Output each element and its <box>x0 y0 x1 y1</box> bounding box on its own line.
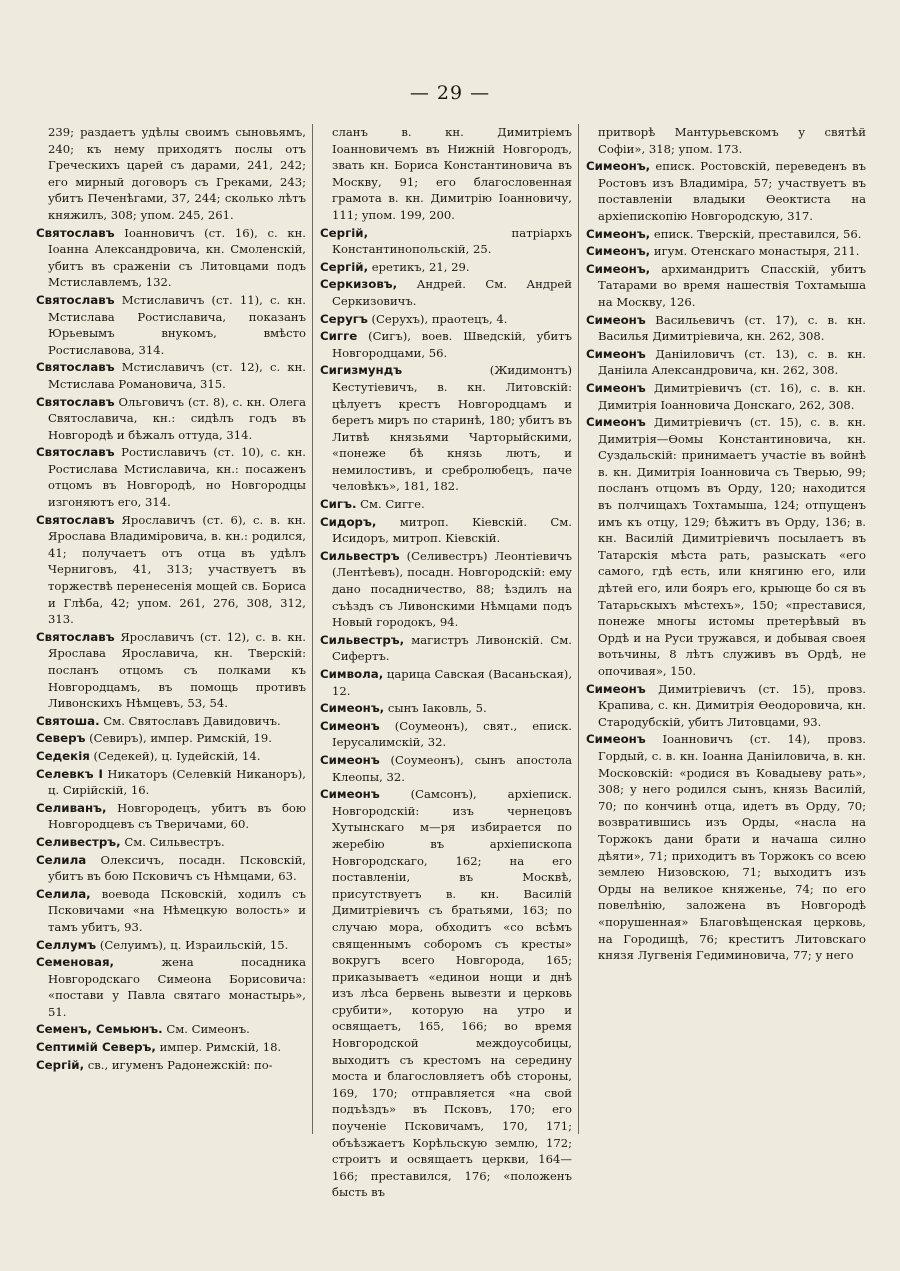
entry-headword: Симеонъ <box>586 346 646 361</box>
entry-headword: Сидоръ, <box>320 514 377 529</box>
index-entry <box>586 380 866 413</box>
index-entry <box>320 124 572 224</box>
entry-headword: Симеонъ <box>320 718 380 733</box>
index-entry <box>320 548 572 631</box>
entry-text: Олексичъ, посадн. Псковскій, убитъ въ бою Псковичъ съ Нѣмцами, 63. <box>48 852 306 884</box>
page-number: — 29 — <box>409 82 491 104</box>
index-entry <box>36 1021 306 1038</box>
index-entry <box>36 225 306 291</box>
entry-headword: Символа, <box>320 667 384 681</box>
index-entry <box>586 158 866 224</box>
entry-headword: Селила <box>36 852 87 867</box>
index-entry <box>36 852 306 885</box>
entry-text: сланъ в. кн. Димитріемъ Іоанновичемъ въ Нижній Новгородъ, звать кн. Бориса Константиновича въ Москву, 91; его благословенная грамота в. кн. Димитрію Іоанновичу, 111; упом. 199, 200. <box>332 125 572 222</box>
index-entry <box>36 766 306 799</box>
index-entry <box>320 259 572 276</box>
entry-headword: Святославъ <box>36 394 115 409</box>
entry-headword: Сергій, <box>320 225 369 240</box>
entry-headword: Симеонъ <box>586 312 646 327</box>
entry-headword: Симеонъ <box>586 732 646 747</box>
entry-text: См. Святославъ Давидовичъ. <box>99 713 281 728</box>
entry-text: игум. Отенскаго монастыря, 211. <box>650 244 860 259</box>
entry-headword: Святославъ <box>36 629 115 644</box>
entry-headword: Сигге <box>320 329 358 344</box>
index-entry <box>586 414 866 680</box>
entry-text: воевода Псковскій, ходилъ съ Псковичами «на Нѣмецкую волость» и тамъ убитъ, 93. <box>48 886 306 934</box>
index-entry <box>320 225 572 258</box>
entry-text: жена посадника Новгородскаго Симеона Борисовича: «постави у Павла святаго монастырь», 51. <box>48 955 306 1019</box>
entry-headword: Семенъ, Семьюнъ. <box>36 1022 163 1037</box>
entry-headword: Селиванъ, <box>36 800 107 815</box>
entry-text: Ярославичъ (ст. 12), с. в. кн. Ярослава Ярославича, кн. Тверскій: посланъ отцомъ съ полками къ Новгородцамъ, въ помощь противъ Ливонскихъ Нѣмцевъ, 53, 54. <box>48 629 306 711</box>
entry-text: Димитріевичъ (ст. 16), с. в. кн. Димитрія Іоанновича Донскаго, 262, 308. <box>598 380 866 412</box>
entry-headword: Симеонъ <box>320 752 380 767</box>
index-entry <box>320 496 572 513</box>
index-entry <box>320 632 572 665</box>
index-entry <box>586 312 866 345</box>
index-column-2 <box>320 124 572 1202</box>
index-entry <box>320 786 572 1201</box>
entry-headword: Сигизмундъ <box>320 363 403 378</box>
entry-text: Мстиславичъ (ст. 11), с. кн. Мстислава Ростиславича, показанъ Юрьевымъ внукомъ, вмѣсто Ростиславова, 314. <box>48 292 306 357</box>
entry-headword: Седекія <box>36 748 90 763</box>
entry-text: св., игуменъ Радонежскій: по- <box>84 1057 273 1072</box>
entry-headword: Сергій, <box>320 259 369 274</box>
entry-headword: Симеонъ <box>320 787 380 802</box>
entry-headword: Серкизовъ, <box>320 277 398 292</box>
entry-headword: Симеонъ <box>586 415 646 430</box>
entry-text: (Селуимъ), ц. Израильскій, 15. <box>96 937 289 952</box>
index-entry <box>586 346 866 379</box>
entry-text: Ярославичъ (ст. 6), с. в. кн. Ярослава Владиміровича, в. кн.: родился, 41; получаетъ отъ отца въ удѣлъ Черниговъ, 41, 313; участвуетъ въ торжествѣ перенесенія мощей св. Бориса и Глѣба, 42; упом. 261, 276, 308, 312, 313. <box>48 512 306 627</box>
entry-headword: Сигъ. <box>320 497 357 512</box>
index-entry <box>36 292 306 358</box>
entry-headword: Сергій, <box>36 1057 85 1072</box>
entry-headword: Святославъ <box>36 445 115 460</box>
entry-text: Димитріевичъ (ст. 15), провз. Крапива, с. кн. Димитрія Ѳеодоровича, кн. Стародубскій, убитъ Литовцами, 93. <box>598 681 866 729</box>
entry-text: (Седекей), ц. Іудейскій, 14. <box>89 748 261 763</box>
index-entry <box>36 629 306 712</box>
index-entry <box>320 752 572 785</box>
entry-headword: Симеонъ, <box>586 244 651 259</box>
index-entry <box>36 359 306 392</box>
entry-headword: Семеновая, <box>36 955 115 970</box>
entry-headword: Симеонъ, <box>586 261 651 276</box>
entry-text: Новгородецъ, убитъ въ бою Новгородцевъ съ Тверичами, 60. <box>48 800 306 832</box>
index-entry <box>36 730 306 747</box>
index-entry <box>586 261 866 311</box>
entry-headword: Святославъ <box>36 360 115 375</box>
entry-headword: Симеонъ <box>586 380 646 395</box>
entry-headword: Симеонъ, <box>586 226 651 241</box>
entry-headword: Святославъ <box>36 292 115 307</box>
entry-headword: Селлумъ <box>36 937 97 952</box>
entry-text: Андрей. См. Андрей Серкизовичъ. <box>332 277 572 308</box>
entry-headword: Симеонъ <box>586 681 646 696</box>
index-entry <box>320 362 572 495</box>
entry-text: импер. Римскій, 18. <box>155 1040 282 1055</box>
index-entry <box>586 681 866 731</box>
entry-text: (Соумеонъ), свят., еписк. Іерусалимскій, 32. <box>332 718 572 750</box>
entry-text: Іоанновичъ (ст. 14), провз. Гордый, с. в. кн. Іоанна Даніиловича, в. кн. Московскій: «родися въ Ковадыеву рать», 308; у него родился сынъ, князь Василій, 70; по кончинѣ отца, идетъ въ Орду, 70; возвратившись изъ Орды, «насла на Торжокъ дани брати и начаша силно дѣяти», 71; приходитъ въ Торжокъ со всею землею Низовскою, 71; выходитъ изъ Орды на великое княженье, 74; по его повелѣнію, заложена въ Новгородѣ «порушенная» Благовѣщенская церковь, на Городищѣ, 76; креститъ Литовскаго князя Лугвенія Гедиминовича, 77; у него <box>598 732 866 963</box>
index-entry <box>320 718 572 751</box>
index-entry <box>36 937 306 954</box>
entry-text: (Соумеонъ), сынъ апостола Клеопы, 32. <box>332 752 572 784</box>
entry-text: патріархъ Константинопольскій, 25. <box>332 225 572 257</box>
index-entry <box>36 512 306 628</box>
entry-headword: Святоша. <box>36 713 100 728</box>
entry-text: еписк. Тверскій, преставился, 56. <box>650 226 862 241</box>
index-entry <box>586 226 866 243</box>
entry-text: еретикъ, 21, 29. <box>368 259 470 274</box>
entry-text: митроп. Кіевскій. См. Исидоръ, митроп. Кіевскій. <box>332 514 572 546</box>
index-entry <box>36 800 306 833</box>
entry-headword: Симеонъ, <box>320 701 385 716</box>
entry-text: Никаторъ (Селевкій Никаноръ), ц. Сирійскій, 16. <box>48 766 306 798</box>
entry-text: Даніиловичъ (ст. 13), с. в. кн. Даніила Александровича, кн. 262, 308. <box>598 346 866 378</box>
index-entry <box>36 954 306 1020</box>
index-entry <box>586 731 866 963</box>
entry-text: (Серухъ), праотецъ, 4. <box>367 311 508 326</box>
index-entry <box>586 124 866 157</box>
index-entry <box>320 514 572 547</box>
entry-headword: Симеонъ, <box>586 159 651 174</box>
entry-text: Васильевичъ (ст. 17), с. в. кн. Василья Димитріевича, кн. 262, 308. <box>598 312 866 344</box>
index-column-1 <box>36 124 306 1074</box>
index-entry <box>36 834 306 851</box>
index-column-3 <box>586 124 866 965</box>
index-entry <box>36 713 306 730</box>
entry-text: магистръ Ливонскій. См. Сифертъ. <box>332 632 572 664</box>
index-entry <box>320 700 572 717</box>
entry-text: (Севиръ), импер. Римскій, 19. <box>85 731 272 746</box>
entry-headword: Септимій Северъ, <box>36 1040 156 1055</box>
entry-text: еписк. Ростовскій, переведенъ въ Ростовъ изъ Владиміра, 57; участвуетъ въ поставленіи владыки Ѳеоктиста на архіепископію Новгородскую, 317. <box>598 159 866 223</box>
entry-headword: Святославъ <box>36 225 115 240</box>
index-entry <box>36 124 306 224</box>
entry-text: (Жидимонтъ) Кестутіевичъ, в. кн. Литовскій: цѣлуетъ крестъ Новгородцамъ и беретъ миръ по старинѣ, 180; убитъ въ Литвѣ князьями Чарторыйскими, «понеже бѣ князь лютъ, и немилостивъ, и сребролюбецъ, паче человѣкъ», 181, 182. <box>332 363 572 494</box>
entry-text: сынъ Іаковль, 5. <box>384 701 487 716</box>
index-entry <box>36 394 306 444</box>
entry-text: 239; раздаетъ удѣлы своимъ сыновьямъ, 240; къ нему приходятъ послы отъ Греческихъ царей съ дарами, 241, 242; его мирный договоръ съ Греками, 243; убитъ Печенѣгами, 37, 244; сколько лѣтъ княжилъ, 308; упом. 245, 261. <box>48 125 306 222</box>
column-divider <box>312 124 313 1134</box>
index-entry <box>320 311 572 328</box>
index-entry <box>36 444 306 510</box>
entry-text: Ольговичъ (ст. 8), с. кн. Олега Святославича, кн.: сидѣлъ годъ въ Новгородѣ и бѣжалъ оттуда, 314. <box>48 394 306 442</box>
index-entry <box>320 328 572 361</box>
entry-text: царица Савская (Васаньская), 12. <box>332 667 573 698</box>
entry-text: (Самсонъ), архіеписк. Новгородскій: изъ чернецовъ Хутынскаго м—ря избирается по жеребію въ архіепископа Новгородскаго, 162; на его поставленіи, въ Москвѣ, присутствуетъ в. кн. Василій Димитріевичъ съ братьями, 163; по случаю мора, обходитъ «со всѣмъ священнымъ соборомъ съ кресты» вокругъ всего Новгорода, 165; приказываетъ «единои нощи и днѣ изъ лѣса бервень вывезти и церковь срубити», которую на утро и освящаетъ, 165, 166; во время Новгородской междоусобицы, выходитъ съ крестомъ на середину моста и благословляетъ обѣ стороны, 169, 170; отправляется «на свой подъѣздъ» въ Псковъ, 170; его поученіе Псковичамъ, 170, 171; объѣзжаетъ Корѣльскую землю, 172; строитъ и освящаетъ церкви, 164—166; преставился, 176; «положенъ бысть въ <box>332 787 572 1200</box>
entry-headword: Селила, <box>36 886 91 901</box>
entry-text: См. Сигге. <box>356 497 425 512</box>
entry-text: (Сигъ), воев. Шведскій, убитъ Новгородцами, 56. <box>332 329 572 360</box>
index-entry <box>320 666 572 699</box>
entry-headword: Северъ <box>36 731 86 746</box>
entry-text: См. Симеонъ. <box>162 1022 250 1037</box>
entry-text: Іоанновичъ (ст. 16), с. кн. Іоанна Александровича, кн. Смоленскій, убитъ въ сраженіи съ Литовцами подъ Мстиславлемъ, 132. <box>48 225 306 290</box>
column-divider <box>578 124 579 1134</box>
entry-text: притворѣ Мантурьевскомъ у святѣй Софіи», 318; упом. 173. <box>598 125 866 156</box>
entry-text: Ростиславичъ (ст. 10), с. кн. Ростислава Мстиславича, кн.: посаженъ отцомъ въ Новгородѣ, но Новгородцы изгоняютъ его, 314. <box>48 445 306 510</box>
entry-text: Мстиславичъ (ст. 12), с. кн. Мстислава Романовича, 315. <box>48 360 306 391</box>
entry-headword: Святославъ <box>36 512 115 527</box>
index-entry <box>586 243 866 260</box>
index-entry <box>36 886 306 936</box>
entry-text: архимандритъ Спасскій, убитъ Татарами во время нашествія Тохтамыша на Москву, 126. <box>598 261 866 309</box>
entry-headword: Сильвестръ <box>320 548 400 563</box>
entry-headword: Селивестръ, <box>36 834 121 849</box>
entry-headword: Сильвестръ, <box>320 632 405 647</box>
entry-text: (Селивестръ) Леонтіевичъ (Лентѣевъ), посадн. Новгородскій: ему дано посадничество, 88; ѣздилъ на съѣздъ съ Ливонскими Нѣмцами подъ Новый городокъ, 94. <box>332 548 572 630</box>
index-entry <box>320 276 572 309</box>
index-entry <box>36 748 306 765</box>
entry-text: Димитріевичъ (ст. 15), с. в. кн. Димитрія—Ѳомы Константиновича, кн. Суздальскій: принимаетъ участіе въ войнѣ в. кн. Димитрія Іоанновича съ Тверью, 99; посланъ отцомъ въ Орду, 120; находится въ полчищахъ Тохтамыша, 124; отпущенъ имъ къ отцу, 129; бѣжитъ въ Орду, 136; в. кн. Василій Димитріевичъ посылаетъ въ Татарскія мѣста рать, разыскать «его самого, гдѣ есть, или княгиню его, или дѣтей его, или бояръ его, крыюще бо ся въ Татарьскыхъ мѣстехъ», 150; «преставися, понеже многы истомы претерѣвый въ Ордѣ и на Руси тружався, и добывая своея вотьчины, 8 лѣтъ служивъ въ Ордѣ, не опочивая», 150. <box>598 415 866 678</box>
index-entry <box>36 1039 306 1056</box>
index-entry <box>36 1057 306 1074</box>
entry-headword: Серугъ <box>320 311 368 326</box>
entry-text: См. Сильвестръ. <box>120 834 225 849</box>
entry-headword: Селевкъ I <box>36 766 103 781</box>
